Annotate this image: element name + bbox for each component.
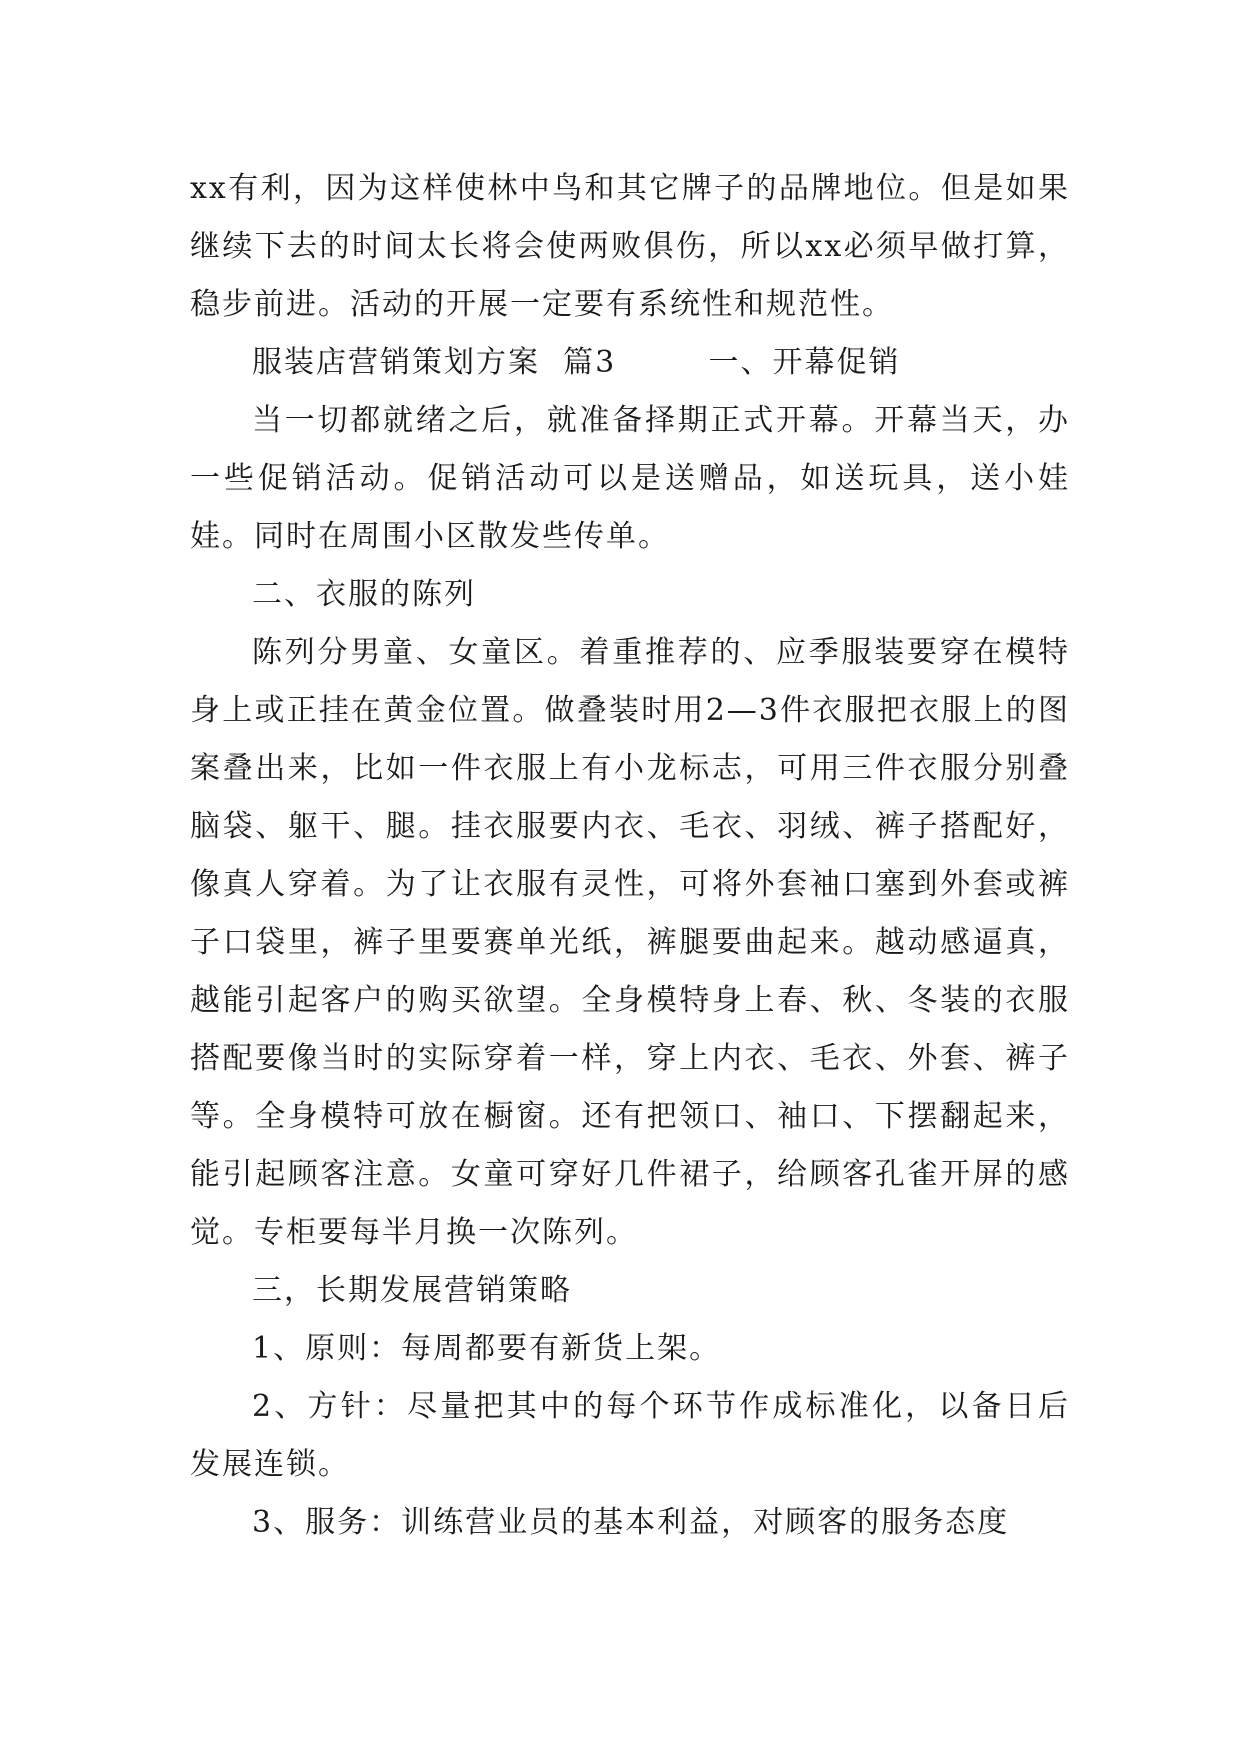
list-item-service: 3、服务：训练营业员的基本利益，对顾客的服务态度: [252, 1505, 1010, 1540]
heading-clothes-display: 二、衣服的陈列: [252, 577, 476, 612]
section-heading: 服装店营销策划方案 篇3 一、开幕促销: [252, 345, 901, 380]
paragraph-display: 陈列分男童、女童区。着重推荐的、应季服装要穿在模特身上或正挂在黄金位置。做叠装时用2—3件衣服把衣服上的图案叠出来，比如一件衣服上有小龙标志，可用三件衣服分别叠脑袋、躯干、腿。挂衣服要内衣、毛衣、羽绒、裤子搭配好，像真人穿着。为了让衣服有灵性，可将外套袖口塞到外套或裤子口袋里，裤子里要赛单光纸，裤腿要曲起来。越动感逼真，越能引起客户的购买欲望。全身模特身上春、秋、冬装的衣服搭配要像当时的实际穿着一样，穿上内衣、毛衣、外套、裤子等。全身模特可放在橱窗。还有把领口、袖口、下摆翻起来，能引起顾客注意。女童可穿好几件裙子，给顾客孔雀开屏的感觉。专柜要每半月换一次陈列。: [190, 635, 1070, 1250]
list-item-policy: 2、方针：尽量把其中的每个环节作成标准化，以备日后发展连锁。: [190, 1389, 1070, 1482]
heading-long-term-strategy: 三，长期发展营销策略: [252, 1273, 572, 1308]
paragraph-1: xx有利，因为这样使林中鸟和其它牌子的品牌地位。但是如果继续下去的时间太长将会使两败俱伤，所以xx必须早做打算，稳步前进。活动的开展一定要有系统性和规范性。: [190, 171, 1070, 322]
list-item-principle: 1、原则：每周都要有新货上架。: [252, 1331, 722, 1366]
paragraph-opening: 当一切都就绪之后，就准备择期正式开幕。开幕当天，办一些促销活动。促销活动可以是送赠品，如送玩具，送小娃娃。同时在周围小区散发些传单。: [190, 403, 1070, 554]
document-body: [190, 160, 1070, 1552]
